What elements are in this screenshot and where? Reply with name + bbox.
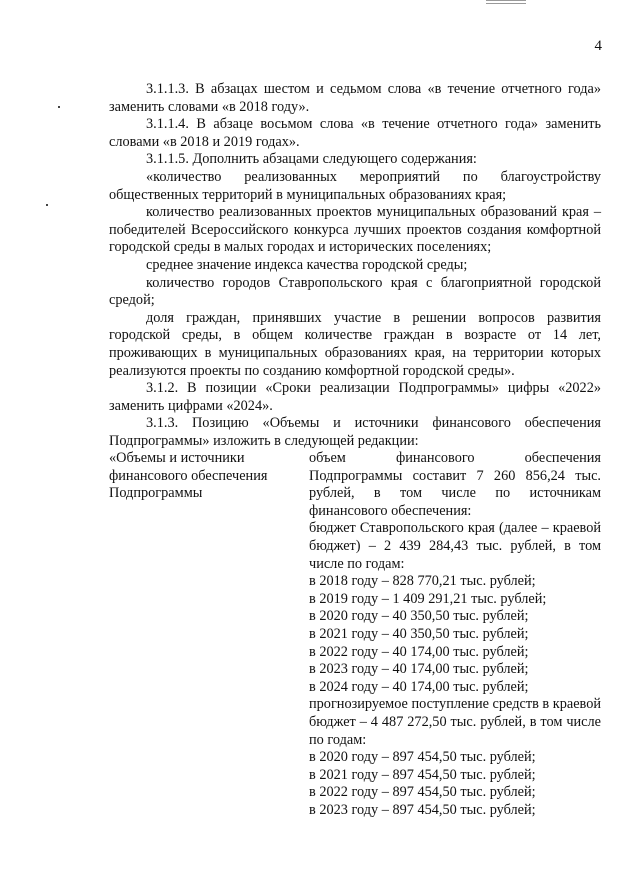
budget-year-line: в 2021 году – 40 350,50 тыс. рублей; — [309, 625, 529, 642]
budget-year-line: в 2020 году – 40 350,50 тыс. рублей; — [309, 608, 529, 625]
financing-intro: объем финансового обеспечения Подпрограммы составит 7 260 856,24 тыс. рублей, в том числе по источникам финансового обеспечения: — [309, 450, 601, 519]
paragraph: 3.1.1.3. В абзацах шестом и седьмом слова «в течение отчетного года» заменить словами «в 2018 году». — [109, 81, 601, 115]
budget-year-line: в 2018 году – 828 770,21 тыс. рублей; — [309, 573, 536, 590]
budget-intro: бюджет Ставропольского края (далее – краевой бюджет) – 2 439 284,43 тыс. рублей, в том числе по годам: — [309, 520, 601, 572]
budget-year-line: в 2024 году – 40 174,00 тыс. рублей; — [309, 678, 529, 695]
scan-dot — [58, 106, 60, 108]
table-right-content — [309, 450, 601, 819]
scan-dot — [46, 204, 48, 206]
budget-year-line: в 2022 году – 40 174,00 тыс. рублей; — [309, 643, 529, 660]
paragraph: среднее значение индекса качества городской среды; — [146, 256, 468, 273]
paragraph: доля граждан, принявших участие в решении вопросов развития городской среды, в общем количестве граждан в возрасте от 14 лет, проживающих в муниципальных образованиях края, на территории которых реализуются проекты по созданию комфортной городской среды». — [109, 309, 601, 379]
budget-year-line: в 2023 году – 40 174,00 тыс. рублей; — [309, 661, 529, 678]
table-left-label: «Объемы и источники финансового обеспечения Подпрограммы — [109, 450, 268, 502]
forecast-year-line: в 2023 году – 897 454,50 тыс. рублей; — [309, 801, 536, 818]
paragraph: 3.1.2. В позиции «Сроки реализации Подпрограммы» цифры «2022» заменить цифрами «2024». — [109, 380, 601, 414]
paragraph: количество городов Ставропольского края с благоприятной городской средой; — [109, 274, 601, 309]
paragraph: количество реализованных проектов муниципальных образований края – победителей Всероссийского конкурса лучших проектов создания комфортной городской среды в малых городах и исторических поселениях; — [109, 204, 601, 256]
paragraph: 3.1.1.5. Дополнить абзацами следующего содержания: — [146, 151, 477, 168]
body-text — [109, 81, 601, 450]
scan-marks — [486, 0, 526, 6]
forecast-year-line: в 2020 году – 897 454,50 тыс. рублей; — [309, 749, 536, 766]
budget-year-line: в 2019 году – 1 409 291,21 тыс. рублей; — [309, 590, 547, 607]
paragraph: 3.1.3. Позицию «Объемы и источники финансового обеспечения Подпрограммы» изложить в следующей редакции: — [109, 415, 601, 449]
paragraph: 3.1.1.4. В абзаце восьмом слова «в течение отчетного года» заменить словами «в 2018 и 2019 годах». — [109, 116, 601, 150]
forecast-year-line: в 2022 году – 897 454,50 тыс. рублей; — [309, 784, 536, 801]
forecast-intro: прогнозируемое поступление средств в краевой бюджет – 4 487 272,50 тыс. рублей, в том числе по годам: — [309, 696, 601, 748]
page-number: 4 — [594, 38, 602, 54]
forecast-year-line: в 2021 году – 897 454,50 тыс. рублей; — [309, 766, 536, 783]
paragraph: «количество реализованных мероприятий по благоустройству общественных территорий в муниципальных образованиях края; — [109, 168, 601, 203]
